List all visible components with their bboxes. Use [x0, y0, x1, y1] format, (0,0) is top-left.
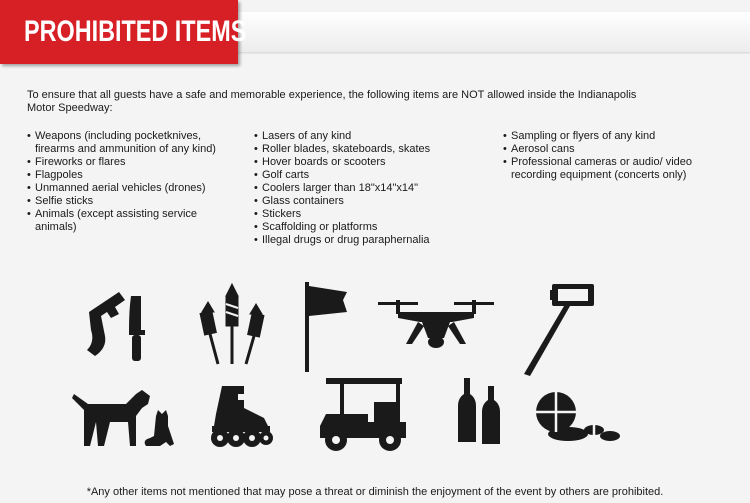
animals-icon — [70, 386, 176, 450]
items-column-2 — [254, 130, 494, 247]
list-item: • Scaffolding or platforms — [254, 221, 494, 234]
glass-bottles-icon — [458, 376, 502, 446]
page-title: PROHIBITED ITEMS — [24, 15, 247, 48]
drugs-icon — [530, 390, 622, 444]
list-item: • Weapons (including pocketknives, firearms and ammunition of any kind) — [27, 130, 227, 156]
weapons-icon — [85, 290, 153, 364]
items-column-3 — [503, 130, 713, 182]
list-item: • Stickers — [254, 208, 494, 221]
list-item: • Glass containers — [254, 195, 494, 208]
roller-skate-icon — [204, 384, 274, 450]
list-item: • Roller blades, skateboards, skates — [254, 143, 494, 156]
list-item: • Coolers larger than 18"x14"x14" — [254, 182, 494, 195]
drone-icon — [378, 298, 494, 354]
golf-cart-icon — [318, 378, 408, 454]
list-item: • Unmanned aerial vehicles (drones) — [27, 182, 227, 195]
list-item: • Lasers of any kind — [254, 130, 494, 143]
selfie-stick-icon — [520, 282, 596, 378]
list-item: • Golf carts — [254, 169, 494, 182]
items-column-1 — [27, 130, 227, 234]
list-item: • Aerosol cans — [503, 143, 713, 156]
intro-text: To ensure that all guests have a safe and memorable experience, the following items are NOT allowed inside the Indianapolis Motor Speedway: — [27, 89, 637, 114]
list-item: • Flagpoles — [27, 169, 227, 182]
flag-icon — [303, 282, 349, 372]
title-banner — [0, 0, 247, 64]
fireworks-icon — [196, 282, 268, 366]
list-item: • Selfie sticks — [27, 195, 227, 208]
list-item: • Animals (except assisting service animals) — [27, 208, 227, 234]
list-item: • Fireworks or flares — [27, 156, 227, 169]
list-item: • Hover boards or scooters — [254, 156, 494, 169]
footnote: *Any other items not mentioned that may pose a threat or diminish the enjoyment of the event by others are prohibited. — [86, 486, 664, 498]
list-item: • Professional cameras or audio/ video recording equipment (concerts only) — [503, 156, 713, 182]
list-item: • Sampling or flyers of any kind — [503, 130, 713, 143]
list-item: • Illegal drugs or drug paraphernalia — [254, 234, 494, 247]
